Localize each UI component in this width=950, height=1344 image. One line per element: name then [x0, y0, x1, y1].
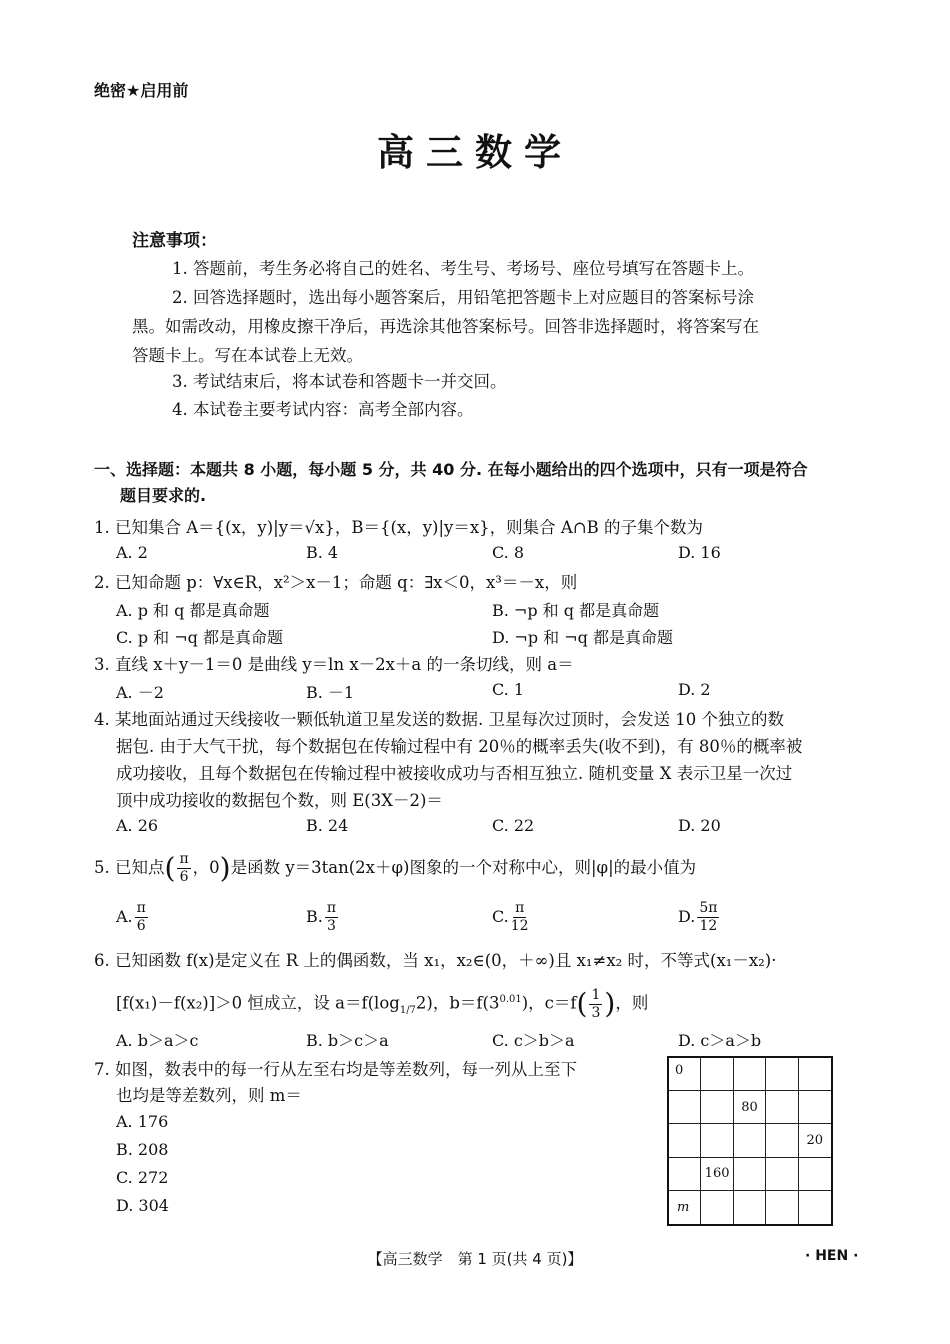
q5-point-num: π: [179, 851, 189, 867]
table-cell: [766, 1124, 798, 1157]
table-cell: [799, 1058, 831, 1091]
q5-b-num: π: [326, 900, 337, 916]
q7-option-a: A. 176: [116, 1112, 169, 1131]
table-cell: [701, 1058, 733, 1091]
table-cell: [766, 1091, 798, 1124]
q4-option-c: C. 22: [492, 816, 535, 835]
q5-point-tail: ，0: [192, 858, 220, 877]
right-paren: ): [219, 851, 231, 885]
footer-mark: · HEN ·: [805, 1248, 859, 1264]
q6-part-c: )，c＝f: [521, 993, 577, 1013]
q6-part-a: [f(x₁)－f(x₂)]＞0 恒成立，设 a＝f(log: [116, 993, 400, 1013]
q5-a-label: A.: [116, 907, 133, 926]
q7-option-b: B. 208: [116, 1140, 169, 1159]
q6-c-den: 3: [591, 1004, 601, 1021]
q5-c-den: 12: [510, 918, 529, 934]
page-title: 高三数学: [377, 131, 573, 174]
notice-item-4: 4. 本试卷主要考试内容：高考全部内容。: [172, 400, 474, 419]
q6-option-d: D. c＞a＞b: [678, 1031, 762, 1050]
table-cell: 160: [701, 1158, 733, 1191]
question-4-line-4: 顶中成功接收的数据包个数，则 E(3X－2)＝: [116, 791, 443, 810]
section-heading: 一、选择题：本题共 8 小题，每小题 5 分，共 40 分. 在每小题给出的四个选项中，只有一项是符合: [94, 460, 808, 479]
q5-option-a: [116, 900, 150, 935]
table-cell: [734, 1158, 766, 1191]
q6-option-b: B. b＞c＞a: [306, 1031, 389, 1050]
q5-a-den: 6: [136, 918, 146, 934]
question-7-line-2: 也均是等差数列，则 m＝: [116, 1086, 302, 1105]
q4-option-a: A. 26: [116, 816, 159, 835]
question-4-line-1: 4. 某地面站通过天线接收一颗低轨道卫星发送的数据. 卫星每次过顶时，会发送 10 个独立的数: [94, 710, 784, 729]
q5-post: 是函数 y＝3tan(2x＋φ)图象的一个对称中心，则|φ|的最小值为: [230, 858, 697, 877]
q5-point-fraction: [177, 851, 190, 886]
table-cell: [799, 1091, 831, 1124]
notice-item-2: 2. 回答选择题时，选出每小题答案后，用铅笔把答题卡上对应题目的答案标号涂: [172, 288, 754, 307]
question-3-stem: 3. 直线 x＋y－1＝0 是曲线 y＝ln x－2x＋a 的一条切线，则 a＝: [94, 655, 574, 674]
table-cell: [701, 1191, 733, 1224]
q1-option-d: D. 16: [678, 543, 721, 562]
q3-option-c: C. 1: [492, 680, 525, 699]
q6-log-base: 1/7: [399, 1004, 416, 1016]
q5-pre: 5. 已知点: [94, 858, 165, 877]
q5-d-label: D.: [678, 907, 696, 926]
question-4-line-3: 成功接收，且每个数据包在传输过程中被接收成功与否相互独立. 随机变量 X 表示卫星一次过: [116, 764, 793, 783]
table-cell: [701, 1124, 733, 1157]
q6-right-paren: ): [604, 987, 616, 1020]
table-cell: 20: [799, 1124, 831, 1157]
table-cell: 0: [669, 1058, 701, 1091]
page-footer: 【高三数学 第 1 页(共 4 页)】: [367, 1250, 583, 1268]
q5-option-b: [306, 900, 340, 935]
number-table: [667, 1056, 833, 1226]
q4-option-d: D. 20: [678, 816, 721, 835]
q6-exponent: 0.01: [499, 994, 522, 1005]
q3-option-d: D. 2: [678, 680, 711, 699]
question-4-line-2: 据包. 由于大气干扰，每个数据包在传输过程中有 20％的概率丢失(收不到)，有 80％的概率被: [116, 737, 803, 756]
notice-item-2-cont: 黑。如需改动，用橡皮擦干净后，再选涂其他答案标号。回答非选择题时，将答案写在: [132, 317, 759, 336]
q5-option-d: [678, 900, 721, 935]
question-6-line-1: 6. 已知函数 f(x)是定义在 R 上的偶函数，当 x₁，x₂∈(0，＋∞)且 x₁≠x₂ 时，不等式(x₁－x₂)·: [94, 951, 777, 970]
q5-b-den: 3: [326, 918, 336, 934]
q6-option-c: C. c＞b＞a: [492, 1031, 575, 1050]
table-cell: [669, 1091, 701, 1124]
q6-part-d: ，则: [615, 993, 649, 1013]
q5-option-c: [492, 900, 531, 935]
table-cell: [669, 1158, 701, 1191]
left-paren: (: [164, 851, 176, 885]
q5-point-den: 6: [179, 869, 189, 885]
table-cell: [766, 1058, 798, 1091]
q1-option-c: C. 8: [492, 543, 525, 562]
table-cell: [669, 1124, 701, 1157]
q5-d-num: 5π: [699, 900, 718, 916]
q3-option-a: A. －2: [116, 683, 164, 702]
notice-item-3: 3. 考试结束后，将本试卷和答题卡一并交回。: [172, 372, 507, 391]
table-cell: [766, 1191, 798, 1224]
table-cell: [799, 1191, 831, 1224]
q7-option-d: D. 304: [116, 1196, 169, 1215]
q6-c-num: 1: [591, 986, 601, 1003]
q6-option-a: A. b＞a＞c: [116, 1031, 199, 1050]
q7-option-c: C. 272: [116, 1168, 169, 1187]
q2-option-c: C. p 和 ¬q 都是真命题: [116, 628, 283, 647]
q5-d-den: 12: [699, 918, 718, 934]
table-cell: [734, 1058, 766, 1091]
table-cell: [701, 1091, 733, 1124]
q2-option-b: B. ¬p 和 q 都是真命题: [492, 601, 660, 620]
q6-left-paren: (: [576, 987, 588, 1020]
question-5-stem: [94, 848, 696, 889]
notice-item-2-cont2: 答题卡上。写在本试卷上无效。: [132, 346, 363, 365]
q3-option-b: B. －1: [306, 683, 355, 702]
q5-a-num: π: [136, 900, 146, 916]
q2-option-d: D. ¬p 和 ¬q 都是真命题: [492, 628, 673, 647]
table-cell: [799, 1158, 831, 1191]
question-7-line-1: 7. 如图，数表中的每一行从左至右均是等差数列，每一列从上至下: [94, 1060, 577, 1079]
q5-c-num: π: [515, 900, 525, 916]
question-1-stem: 1. 已知集合 A＝{(x，y)|y＝√x}，B＝{(x，y)|y＝x}，则集合 A∩B 的子集个数为: [94, 518, 704, 537]
q5-b-label: B.: [306, 907, 323, 926]
table-cell: [734, 1191, 766, 1224]
table-cell: [766, 1158, 798, 1191]
q1-option-b: B. 4: [306, 543, 339, 562]
table-cell: m: [669, 1191, 701, 1224]
question-6-line-2: [116, 982, 648, 1029]
section-heading-cont: 题目要求的.: [120, 486, 207, 505]
q5-c-label: C.: [492, 907, 509, 926]
q6-part-b: 2)，b＝f(3: [415, 993, 500, 1013]
q1-option-a: A. 2: [116, 543, 148, 562]
table-cell: 80: [734, 1091, 766, 1124]
q4-option-b: B. 24: [306, 816, 349, 835]
question-2-stem: 2. 已知命题 p：∀x∈R，x²＞x－1；命题 q：∃x＜0，x³＝－x，则: [94, 573, 578, 592]
confidential-label: 绝密★启用前: [94, 81, 189, 100]
q2-option-a: A. p 和 q 都是真命题: [116, 601, 270, 620]
table-cell: [734, 1124, 766, 1157]
notice-heading: 注意事项：: [132, 231, 217, 251]
notice-item-1: 1. 答题前，考生务必将自己的姓名、考生号、考场号、座位号填写在答题卡上。: [172, 259, 754, 278]
